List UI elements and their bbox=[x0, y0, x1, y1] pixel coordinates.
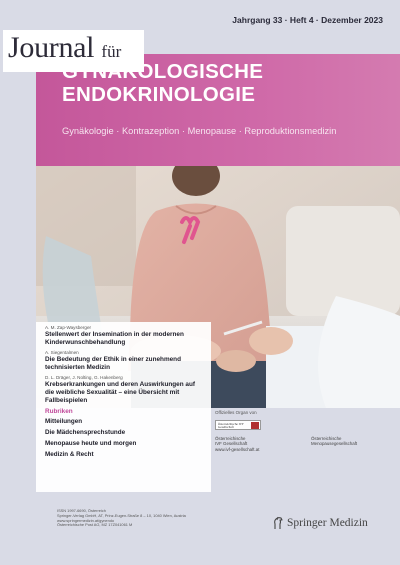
rubric-item: Die Mädchensprechstunde bbox=[45, 429, 126, 437]
org-url: www.ivf-gesellschaft.at bbox=[215, 446, 260, 452]
springer-horse-icon bbox=[272, 516, 284, 530]
article-title: Die Bedeutung der Ethik in einer zunehmend technisierten Medizin bbox=[45, 356, 181, 371]
article-authors: A. Siegentalmen bbox=[45, 350, 79, 356]
org-line: Österreichische bbox=[311, 436, 342, 441]
article-item bbox=[45, 350, 202, 371]
ivf-society-logo bbox=[215, 420, 261, 430]
title-line-1: GYNÄKOLOGISCHE bbox=[62, 60, 264, 83]
publisher-info-line: Springer-Verlag GmbH, AT, Prinz-Eugen-Straße 8 – 10, 1040 Wien, Austria bbox=[57, 512, 186, 518]
publisher-info bbox=[57, 509, 237, 528]
journal-subtitle: Gynäkologie · Kontrazeption · Menopause · Reproduktionsmedizin bbox=[62, 126, 337, 136]
publisher-info-line: ISSN 1997-6690, Österreich bbox=[57, 508, 106, 513]
journal-fuer: für bbox=[101, 42, 122, 61]
org-line: Menopausegesellschaft bbox=[311, 441, 358, 447]
article-title: Krebserkrankungen und deren Auswirkungen auf die weibliche Sexualität – eine Übersicht mit Fallbeispielen bbox=[45, 381, 195, 404]
article-title: Stellenwert der Insemination in der modernen Kinderwunschbehandlung bbox=[45, 331, 184, 346]
org-line: IVF Gesellschaft bbox=[215, 441, 248, 447]
publisher-info-line: www.springermedizin.at/gynendo bbox=[57, 517, 115, 523]
springer-medizin-logo bbox=[272, 516, 368, 530]
article-item bbox=[45, 325, 202, 346]
ivf-logo-text: Österreichische IVF Gesellschaft bbox=[218, 422, 244, 430]
org-line: Österreichische bbox=[215, 436, 246, 441]
official-organ-label: Offizielles Organ von bbox=[215, 410, 257, 415]
issue-info: Jahrgang 33 · Heft 4 · Dezember 2023 bbox=[232, 15, 383, 25]
article-authors: D. L. Dräger, J. Nolting, G. Hakenberg bbox=[45, 375, 123, 381]
ivf-logo-mark-icon bbox=[251, 422, 259, 429]
rubric-item: Medizin & Recht bbox=[45, 451, 94, 459]
article-list bbox=[36, 322, 211, 492]
article-authors: A. M. Zap-Waysberger bbox=[45, 325, 92, 330]
title-line-2: ENDOKRINOLOGIE bbox=[62, 83, 256, 106]
official-organ-section bbox=[215, 410, 395, 452]
journal-main-title bbox=[62, 60, 263, 106]
rubric-item: Mitteilungen bbox=[45, 418, 83, 426]
rubrics-heading: Rubriken bbox=[45, 408, 73, 416]
publisher-name: Springer Medizin bbox=[287, 517, 368, 529]
ivf-society-info bbox=[215, 436, 305, 452]
publisher-info-line: Österreichische Post AG, MZ 17Z041061 M bbox=[57, 522, 133, 528]
article-item bbox=[45, 375, 202, 404]
rubric-item: Menopause heute und morgen bbox=[45, 440, 137, 448]
journal-word: Journal bbox=[8, 31, 95, 64]
menopause-society-info bbox=[311, 436, 400, 447]
